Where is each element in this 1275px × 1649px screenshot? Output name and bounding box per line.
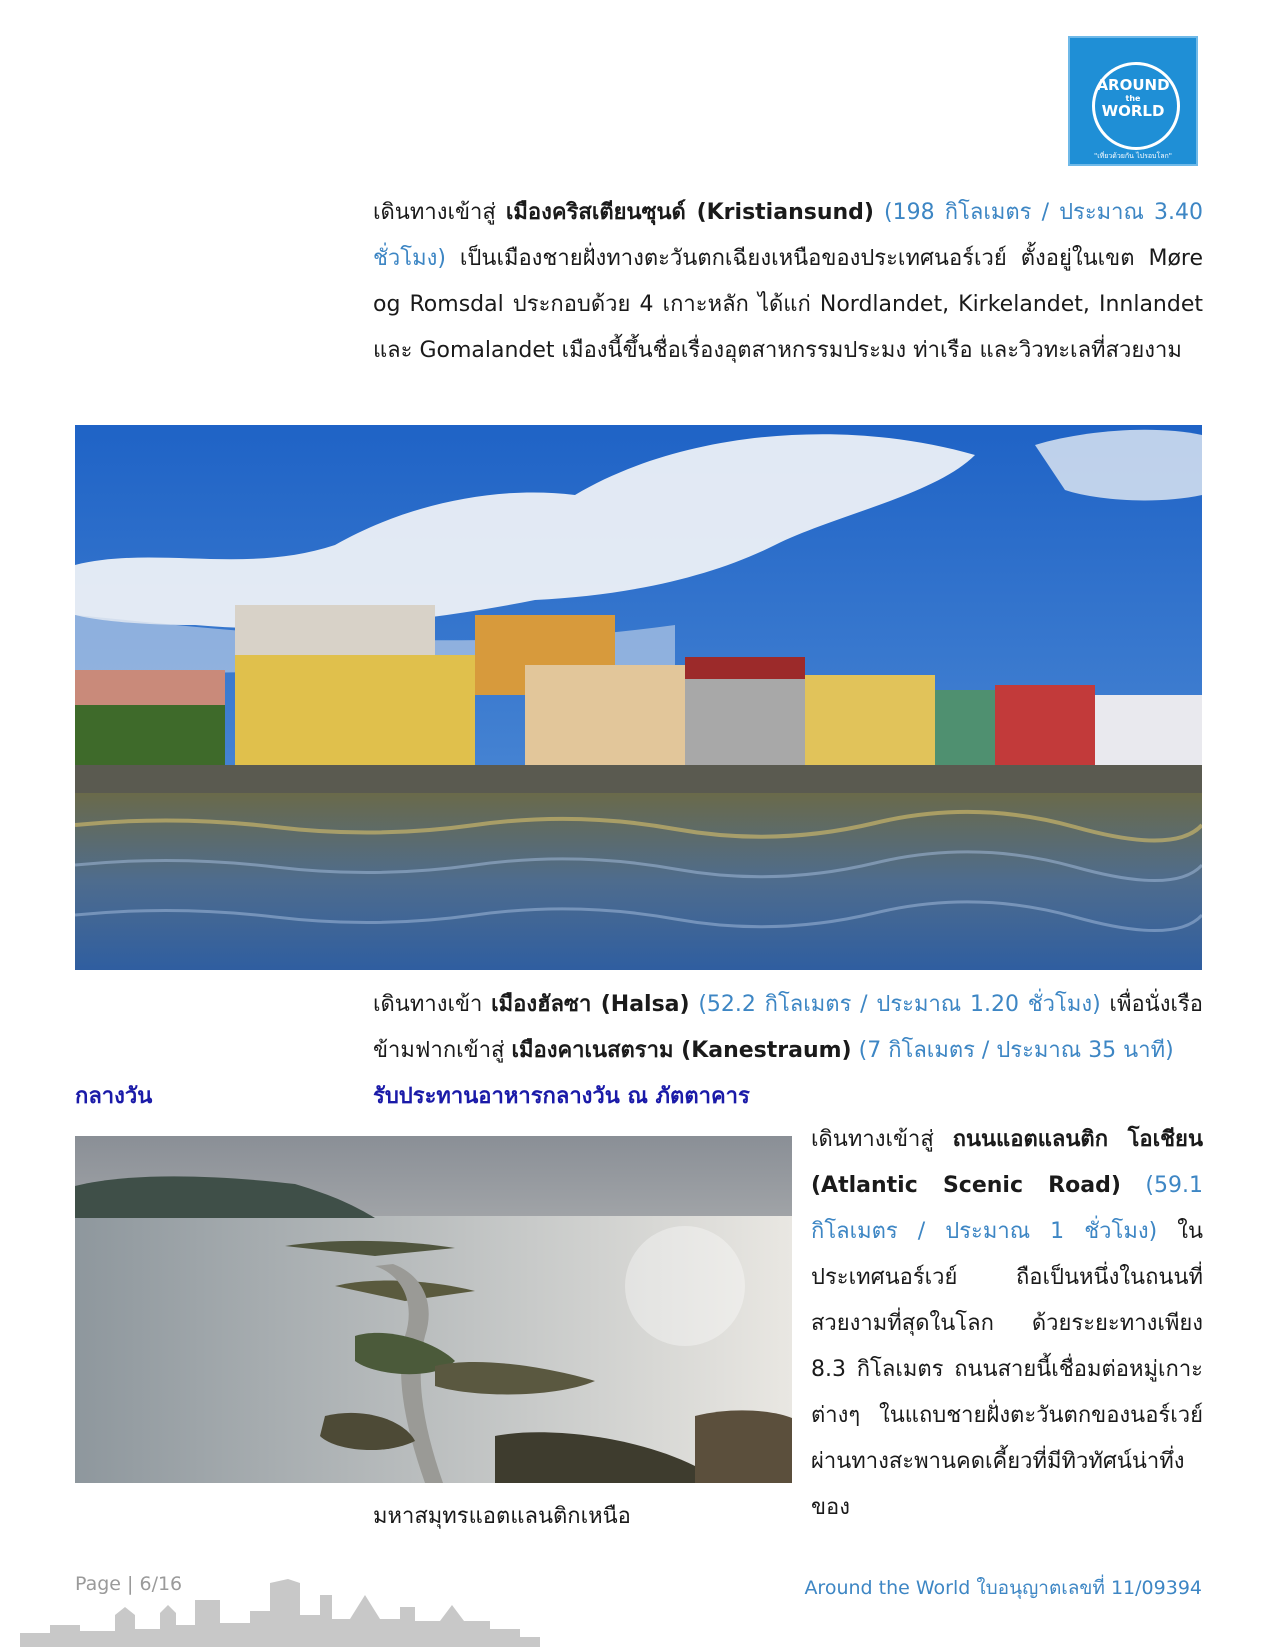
logo-tagline: "เที่ยวด้วยกัน ไปรอบโลก" xyxy=(1094,152,1172,160)
city-skyline-graphic xyxy=(20,1555,540,1649)
atlantic-road-photo xyxy=(75,1136,792,1483)
logo-text-around: AROUND xyxy=(1096,76,1170,94)
kristiansund-harbour-photo xyxy=(75,425,1202,970)
atlantic-road-paragraph xyxy=(811,1117,1203,1531)
s3-distance: (59.1 กิโลเมตร / ประมาณ 1 ชั่วโมง) xyxy=(811,1173,1203,1244)
s1-place: เมืองคริสเตียนซุนด์ (Kristiansund) xyxy=(505,200,874,225)
s2-distance: (52.2 กิโลเมตร / ประมาณ 1.20 ชั่วโมง) xyxy=(689,992,1101,1017)
company-logo xyxy=(1068,36,1198,166)
s2-place: เมืองฮัลซา (Halsa) xyxy=(491,992,690,1017)
logo-text-world: WORLD xyxy=(1101,102,1165,120)
s1-prefix: เดินทางเข้าสู่ xyxy=(373,200,506,225)
halsa-paragraph xyxy=(373,982,1203,1074)
atlantic-road-continuation: มหาสมุทรแอตแลนติกเหนือ xyxy=(373,1504,631,1529)
s1-distance: (198 กิโลเมตร / ประมาณ 3.40 ชั่วโมง) xyxy=(373,200,1204,271)
s1-body: เป็นเมืองชายฝั่งทางตะวันตกเฉียงเหนือของประเทศนอร์เวย์ ตั้งอยู่ในเขต Møre og Romsdal ประกอบด้วย 4 เกาะหลัก ได้แก่ Nordlandet, Kirkelandet, Innlandet และ Gomalandet เมืองนี้ขึ้นชื่อเรื่องอุตสาหกรรมประมง ท่าเรือ และวิวทะเลที่สวยงาม xyxy=(373,246,1203,363)
s3-body: ในประเทศนอร์เวย์ ถือเป็นหนึ่งในถนนที่สวยงามที่สุดในโลก ด้วยระยะทางเพียง 8.3 กิโลเมตร ถนนสายนี้เชื่อมต่อหมู่เกาะต่างๆ ในแถบชายฝั่งตะวันตกของนอร์เวย์ ผ่านทางสะพานคดเคี้ยวที่มีทิวทัศน์น่าทึ่งของ xyxy=(811,1219,1203,1520)
kristiansund-paragraph xyxy=(373,190,1203,374)
logo-text-the: the xyxy=(1125,94,1141,103)
lunch-text: รับประทานอาหารกลางวัน ณ ภัตตาคาร xyxy=(373,1084,750,1109)
lunch-label: กลางวัน xyxy=(75,1084,153,1109)
s3-place: ถนนแอตแลนติก โอเชียน (Atlantic Scenic Road) xyxy=(811,1127,1203,1198)
s3-prefix: เดินทางเข้าสู่ xyxy=(811,1127,953,1152)
s2-place2: เมืองคาเนสตราม (Kanestraum) xyxy=(511,1038,852,1063)
s2-mid: เพื่อนั่งเรือข้ามฟากเข้าสู่ xyxy=(373,992,1203,1063)
license-footer: Around the World ใบอนุญาตเลขที่ 11/09394 xyxy=(804,1577,1202,1599)
s2-prefix: เดินทางเข้า xyxy=(373,992,492,1017)
s2-distance2: (7 กิโลเมตร / ประมาณ 35 นาที) xyxy=(851,1038,1174,1063)
page-number: Page | 6/16 xyxy=(75,1573,183,1595)
